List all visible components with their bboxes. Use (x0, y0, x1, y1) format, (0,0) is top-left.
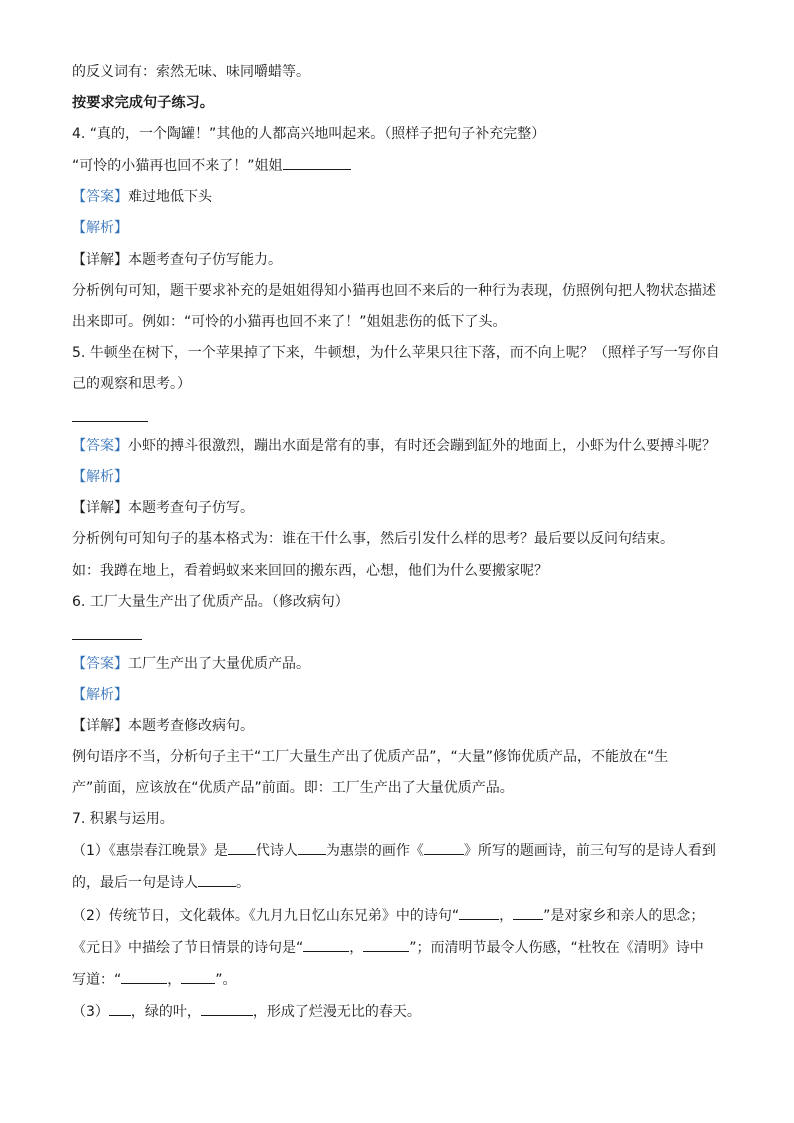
text-line: 分析例句可知，题干要求补充的是姐姐得知小猫再也回不来后的一种行为表现，仿照例句把人物状态描述 (72, 282, 716, 299)
analysis-tag: 【解析】 (72, 469, 128, 486)
text-segment: ， (499, 907, 514, 924)
question-4: 4. “真的，一个陶罐！”其他的人都高兴地叫起来。（照样子把句子补充完整） (72, 126, 546, 143)
text-line: 如：我蹲在地上，看着蚂蚁来来回回的搬东西，心想，他们为什么要搬家呢？ (72, 562, 548, 579)
question-7-2 (72, 905, 722, 926)
blank (109, 1001, 131, 1016)
text-segment: ， (167, 971, 182, 988)
answer-blank-line (72, 405, 722, 425)
text-segment: 。 (236, 875, 250, 892)
blank (198, 872, 236, 887)
question-5-cont: 己的观察和思考。） (72, 375, 191, 392)
blank (459, 905, 499, 920)
text-segment: 》所写的题画诗，前三句写的是诗人看到 (463, 843, 716, 860)
answer-blank (283, 155, 351, 170)
answer-blank-line (72, 623, 722, 643)
text-line: 产”前面，应该放在“优质产品”前面。即：工厂生产出了大量优质产品。 (72, 780, 514, 797)
answer-tag: 【答案】 (72, 655, 128, 672)
detail-line: 【详解】本题考查修改病句。 (72, 717, 254, 734)
text-segment: 代诗人 (255, 843, 298, 860)
text-segment: ，形成了烂漫无比的春天。 (252, 1003, 421, 1020)
text-line: 的反义词有：索然无味、味同嚼蜡等。 (72, 64, 310, 80)
answer-tag: 【答案】 (72, 189, 128, 206)
answer-text: 工厂生产出了大量优质产品。 (128, 655, 310, 672)
text-segment: 为惠崇的画作《 (325, 843, 424, 860)
analysis-tag: 【解析】 (72, 686, 128, 703)
document-page (72, 62, 722, 1033)
question-7-1-cont (72, 872, 722, 893)
text-segment: （2）传统节日，文化载体。《九月九日忆山东兄弟》中的诗句“ (72, 907, 460, 924)
blank (424, 840, 464, 855)
text-segment: （1）《惠崇春江晚景》是 (72, 843, 228, 860)
question-7: 7. 积累与运用。 (72, 811, 174, 828)
question-5: 5. 牛顿坐在树下，一个苹果掉了下来，牛顿想，为什么苹果只往下落，而不向上呢？（照样子写一写你自 (72, 344, 720, 361)
question-4-prompt (72, 155, 722, 176)
text-segment: 《元日》中描绘了节日情景的诗句是“ (72, 939, 304, 956)
answer-text: 难过地低下头 (128, 189, 212, 206)
text-line: 出来即可。例如：“可怜的小猫再也回不来了！”姐姐悲伤的低下了头。 (72, 313, 507, 330)
question-7-2-cont (72, 969, 722, 990)
blank (201, 1001, 253, 1016)
detail-line: 【详解】本题考查句子仿写能力。 (72, 251, 282, 268)
blank (303, 937, 349, 952)
blank (228, 840, 256, 855)
blank (298, 840, 326, 855)
question-7-3 (72, 1001, 722, 1022)
prompt-text: “可怜的小猫再也回不来了！”姐姐 (72, 158, 283, 175)
text-segment: ”；而清明节最令人伤感，“杜牧在《清明》诗中 (409, 939, 704, 956)
section-heading: 按要求完成句子练习。 (72, 95, 214, 112)
text-line: 例句语序不当，分析句子主干“工厂大量生产出了优质产品”，“大量”修饰优质产品，不能放在“生 (72, 749, 669, 766)
question-6: 6. 工厂大量生产出了优质产品。（修改病句） (72, 593, 349, 610)
analysis-tag: 【解析】 (72, 220, 128, 237)
question-7-2-cont (72, 937, 722, 958)
text-segment: 的，最后一句是诗人 (72, 875, 198, 892)
answer-line (72, 436, 722, 456)
answer-line (72, 654, 722, 674)
text-line: 分析例句可知句子的基本格式为：谁在干什么事，然后引发什么样的思考？最后要以反问句结束。 (72, 531, 674, 548)
answer-tag: 【答案】 (72, 438, 128, 455)
text-segment: 写道：“ (72, 971, 122, 988)
text-segment: ”是对家乡和亲人的思念； (543, 907, 705, 924)
blank (513, 905, 543, 920)
detail-line: 【详解】本题考查句子仿写。 (72, 500, 254, 517)
answer-line (72, 187, 722, 207)
question-7-1 (72, 840, 722, 861)
text-segment: ， (349, 939, 364, 956)
text-segment: ”。 (215, 971, 237, 988)
text-segment: （3） (72, 1003, 109, 1020)
answer-text: 小虾的搏斗很激烈，蹦出水面是常有的事，有时还会蹦到缸外的地面上，小虾为什么要搏斗呢？ (128, 438, 716, 455)
blank (363, 937, 409, 952)
blank (121, 969, 167, 984)
blank (181, 969, 215, 984)
text-segment: ，绿的叶， (130, 1003, 201, 1020)
